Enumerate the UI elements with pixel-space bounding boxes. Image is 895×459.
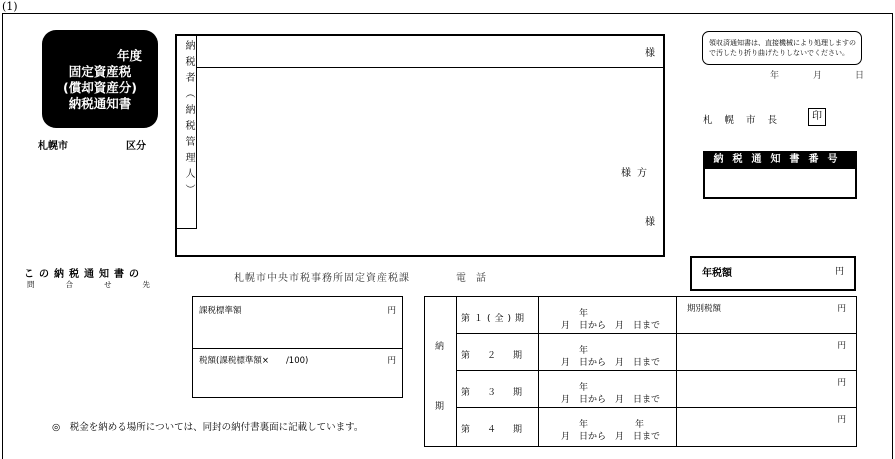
payment-place-note: ◎ 税金を納める場所については、同封の納付書裏面に記載しています。 (52, 422, 364, 433)
tax-office: 札幌市中央市税事務所固定資産税課 (234, 273, 410, 284)
date-cell (539, 297, 677, 333)
inquiry-line1: この納税通知書の (24, 269, 144, 280)
amount-yen: 円 (837, 304, 846, 314)
tax-basis-divider (193, 348, 402, 349)
tax-amount-label: 税額(課税標準額× /100) (199, 356, 309, 366)
tax-basis-box (192, 296, 403, 398)
standard-amount-yen: 円 (387, 306, 396, 316)
form-title (42, 30, 158, 128)
date-year2: 年 (635, 420, 645, 430)
amount-cell (677, 408, 856, 446)
amount-yen: 円 (837, 378, 846, 388)
date-cell (539, 371, 677, 407)
taxpayer-divider (197, 67, 663, 68)
term-cell: 第 ２ 期 (457, 334, 539, 370)
date-year: 年 (579, 346, 589, 356)
date-day: 日 (855, 71, 865, 81)
amount-cell (677, 371, 856, 407)
amount-header: 期別税額 (687, 304, 722, 314)
table-row (457, 371, 856, 408)
taxpayer-sama-1: 様 (645, 48, 655, 59)
term-cell: 第１(全)期 (457, 297, 539, 333)
title-line2: (償却資産分) (63, 80, 137, 95)
annual-tax-box (690, 256, 856, 291)
taxpayer-vertical-label: 納税者（納税管理人） (177, 36, 197, 229)
taxpayer-samakata: 様方 (621, 168, 653, 179)
annual-tax-label: 年税額 (702, 268, 732, 279)
date-month: 月 (813, 71, 823, 81)
payment-side-label (425, 297, 457, 446)
date-year: 年 (579, 309, 589, 319)
page-label: (1) (2, 0, 18, 13)
title-year: 年度 (116, 48, 142, 63)
payment-schedule-table (424, 296, 857, 447)
annual-tax-yen: 円 (834, 267, 844, 277)
amount-yen: 円 (837, 341, 846, 351)
phone-label: 電話 (456, 273, 496, 284)
date-range: 月 日から 月 日まで (561, 358, 661, 368)
notice-number-field (703, 169, 857, 199)
date-year: 年 (579, 420, 589, 430)
term-cell: 第 ４ 期 (457, 408, 539, 446)
amount-cell (677, 334, 856, 370)
tax-amount-yen: 円 (387, 356, 396, 366)
table-row (457, 408, 856, 446)
date-range: 月 日から 月 日まで (561, 432, 661, 442)
table-row (457, 334, 856, 371)
machine-processing-notice: 領収済通知書は、直接機械により処理しますので汚したり折り曲げたりしないでください。 (702, 31, 862, 65)
title-line1: 固定資産税 (68, 64, 132, 79)
kubun-label: 区分 (126, 141, 146, 152)
side-label-bottom: 期 (435, 402, 445, 412)
table-row (457, 297, 856, 334)
date-year: 年 (770, 71, 780, 81)
date-range: 月 日から 月 日まで (561, 395, 661, 405)
date-cell (539, 408, 677, 446)
amount-cell (677, 297, 856, 333)
seal-mark: 印 (808, 108, 826, 126)
inquiry-line2: 問合せ先 (27, 280, 181, 289)
date-cell (539, 334, 677, 370)
term-cell: 第 ３ 期 (457, 371, 539, 407)
taxpayer-sama-2: 様 (645, 217, 655, 228)
city-label: 札幌市 (38, 141, 68, 152)
title-line3: 納税通知書 (68, 96, 132, 111)
notice-number-header: 納税通知書番号 (703, 151, 857, 169)
side-label-top: 納 (435, 342, 445, 352)
date-year: 年 (579, 383, 589, 393)
standard-amount-label: 課税標準額 (199, 306, 242, 316)
mayor-label: 札幌市長 (703, 115, 790, 126)
amount-yen: 円 (837, 415, 846, 425)
taxpayer-box (175, 34, 665, 257)
date-range: 月 日から 月 日まで (561, 321, 661, 331)
